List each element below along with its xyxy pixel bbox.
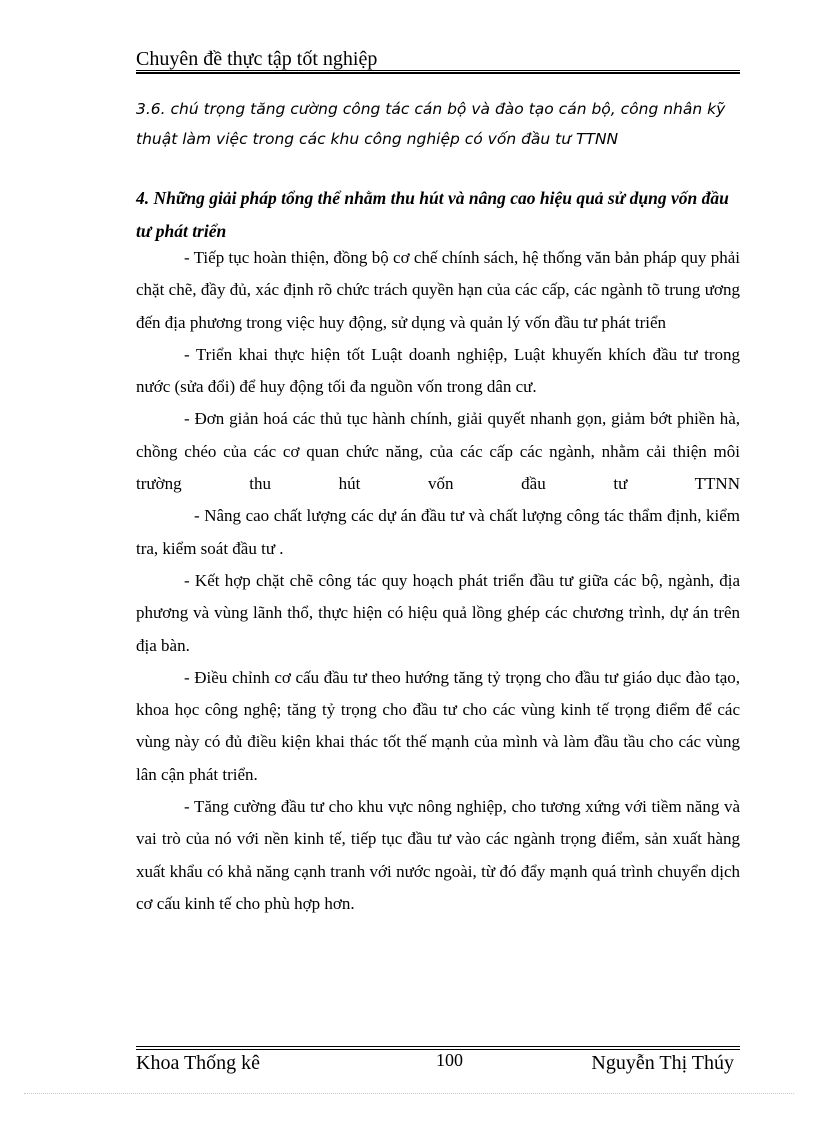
footer-rule xyxy=(136,1046,740,1047)
header-rule-thick xyxy=(136,72,740,74)
paragraph: - Tiếp tục hoàn thiện, đồng bộ cơ chế chính sách, hệ thống văn bản pháp quy phải chặt chẽ, đầy đủ, xác định rõ chức trách quyền hạn của các cấp, các ngành tõ trung ương đến địa phương trong việc huy động, sử dụng và quản lý vốn đầu tư phát triển xyxy=(136,248,740,332)
paragraph: - Kết hợp chặt chẽ công tác quy hoạch phát triển đầu tư giữa các bộ, ngành, địa phương và vùng lãnh thổ, thực hiện có hiệu quả lồng ghép các chương trình, dự án trên địa bàn. xyxy=(136,570,740,655)
subsection-title: 3.6. chú trọng tăng cường công tác cán bộ và đào tạo cán bộ, công nhân kỹ thuật làm việc trong các khu công nghiệp có vốn đầu tư TTNN xyxy=(136,100,726,148)
footer-department: Khoa Thống kê xyxy=(136,1052,261,1074)
paragraph: - Điều chỉnh cơ cấu đầu tư theo hướng tăng tỷ trọng cho đầu tư giáo dục đào tạo, khoa học công nghệ; tăng tỷ trọng cho đầu tư cho các vùng kinh tế trọng điểm để các vùng này có đủ điều kiện khai thác tốt thế mạnh của mình và làm đầu tầu cho các vùng lân cận phát triển. xyxy=(136,667,740,784)
section-heading: 4. Những giải pháp tổng thể nhằm thu hút và nâng cao hiệu quả sử dụng vốn đầu tư phát triển xyxy=(136,188,729,241)
body-text xyxy=(136,242,740,920)
page-edge-divider xyxy=(24,1093,794,1094)
paragraph: - Triển khai thực hiện tốt Luật doanh nghiệp, Luật khuyến khích đầu tư trong nước (sửa đổi) để huy động tối đa nguồn vốn trong dân cư. xyxy=(136,344,740,397)
page-header-title: Chuyên đề thực tập tốt nghiệp xyxy=(136,48,378,70)
footer-author: Nguyễn Thị Thúy xyxy=(591,1052,734,1074)
header-rule xyxy=(136,70,740,71)
paragraph: - Tăng cường đầu tư cho khu vực nông nghiệp, cho tương xứng với tiềm năng và vai trò của nó với nền kinh tế, tiếp tục đầu tư vào các ngành trọng điểm, sản xuất hàng xuất khẩu có khả năng cạnh tranh với nước ngoài, từ đó đẩy mạnh quá trình chuyển dịch cơ cấu kinh tế cho phù hợp hơn. xyxy=(136,797,740,913)
page-number: 100 xyxy=(436,1050,463,1070)
paragraph: - Đơn giản hoá các thủ tục hành chính, giải quyết nhanh gọn, giảm bớt phiền hà, chồng chéo của các cơ quan chức năng, của các cấp các ngành, nhằm cải thiện môi trường thu hút vốn đầu tư TTNN xyxy=(136,409,740,494)
paragraph: - Nâng cao chất lượng các dự án đầu tư và chất lượng công tác thẩm định, kiểm tra, kiểm soát đầu tư . xyxy=(136,506,740,558)
